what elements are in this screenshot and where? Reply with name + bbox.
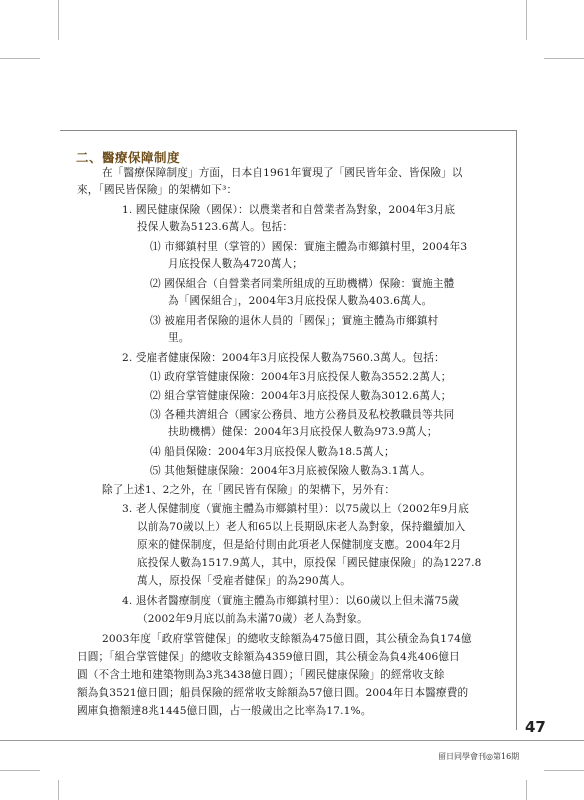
crop-mark (526, 780, 527, 800)
sub-item: ⑶ 被雇用者保險的退休人員的「國保」；實施主體為市鄉鎮村 (150, 315, 439, 327)
sub-item: ⑶ 各種共濟組合（國家公務員、地方公務員及私校教職員等共同 (150, 409, 455, 421)
page-number: 47 (525, 718, 546, 736)
list-item-1-cont: 投保人數為5123.6萬人。包括： (137, 221, 294, 233)
paragraph-line: 國庫負擔額達8兆1445億日圓，占一般歲出之比率為17.1%。 (77, 705, 372, 717)
list-item-4: 4. 退休者醫療制度（實施主體為市鄉鎮村里）：以60歲以上但未滿75歲 (122, 595, 460, 607)
paragraph-line: 除了上述1、2之外，在「國民皆有保險」的架構下，另外有： (102, 484, 396, 496)
list-item-1: 1. 國民健康保險（國保）：以農業者和自營業者為對象，2004年3月底 (122, 204, 456, 216)
list-item-3-cont: 萬人，原投保「受雇者健保」的為290萬人。 (137, 575, 352, 587)
paragraph-line: 2003年度「政府掌管健保」的總收支餘額為475億日圓，其公積金為負174億 (102, 633, 472, 645)
paragraph-line: 額為負3521億日圓；船員保險的經常收支餘額為57億日圓。2004年日本醫療費的 (77, 687, 469, 699)
crop-mark (58, 780, 59, 800)
sub-item: ⑷ 船員保險：2004年3月底投保人數為18.5萬人； (150, 446, 395, 458)
sub-item-cont: 扶助機構）健保：2004年3月底投保人數為973.9萬人； (168, 426, 438, 438)
list-item-3-cont: 原來的健保制度，但是給付則由此項老人保健制度支應。2004年2月 (137, 539, 462, 551)
crop-mark (0, 770, 40, 771)
list-item-3-cont: 底投保人數為1517.9萬人，其中，原投保「國民健康保險」的為1227.8 (137, 557, 482, 569)
section-heading: 二、醫療保障制度 (76, 150, 181, 165)
frame-right-rule (516, 130, 517, 730)
sub-item: ⑴ 市鄉鎮村里（掌管的）國保：實施主體為市鄉鎮村里，2004年3 (150, 241, 468, 253)
crop-mark (526, 0, 527, 40)
crop-mark (544, 58, 584, 59)
paragraph-line: 來，「國民皆保險」的架構如下³： (77, 184, 238, 196)
list-item-4-cont: （2002年9月底以前為未滿70歲）老人為對象。 (137, 613, 368, 625)
sub-item: ⑸ 其他類健康保險：2004年3月底被保險人數為3.1萬人。 (150, 465, 431, 477)
frame-top-rule (60, 130, 516, 131)
footer-text: 留日同學會刊◎第16期 (438, 752, 520, 761)
footer-rule (0, 740, 584, 741)
paragraph-line: 在「醫療保障制度」方面，日本自1961年實現了「國民皆年金、皆保險」以 (102, 167, 463, 179)
list-item-2: 2. 受雇者健康保險：2004年3月底投保人數為7560.3萬人。包括： (122, 352, 445, 364)
crop-mark (58, 0, 59, 40)
paragraph-line: 圓（不含土地和建築物則為3兆3438億日圓）；「國民健康保險」的經常收支餘 (77, 669, 445, 681)
sub-item-cont: 里。 (168, 332, 190, 344)
list-item-3-cont: 以前為70歲以上）老人和65以上長期臥床老人為對象，保持繼續加入 (137, 521, 466, 533)
sub-item-cont: 月底投保人數為4720萬人； (168, 258, 303, 270)
crop-mark (0, 58, 40, 59)
paragraph-line: 日圓；「組合掌管健保」的總收支餘額為4359億日圓，其公積金為負4兆406億日 (77, 651, 460, 663)
sub-item: ⑵ 國保組合（自營業者同業所組成的互助機構）保險：實施主體 (150, 278, 455, 290)
crop-mark (544, 770, 584, 771)
list-item-3: 3. 老人保健制度（實施主體為市鄉鎮村里）：以75歲以上（2002年9月底 (122, 503, 469, 515)
sub-item-cont: 為「國保組合」，2004年3月底投保人數為403.6萬人。 (168, 295, 433, 307)
sub-item: ⑵ 組合掌管健康保險：2004年3月底投保人數為3012.6萬人； (150, 390, 452, 402)
sub-item: ⑴ 政府掌管健康保險：2004年3月底投保人數為3552.2萬人； (150, 371, 452, 383)
